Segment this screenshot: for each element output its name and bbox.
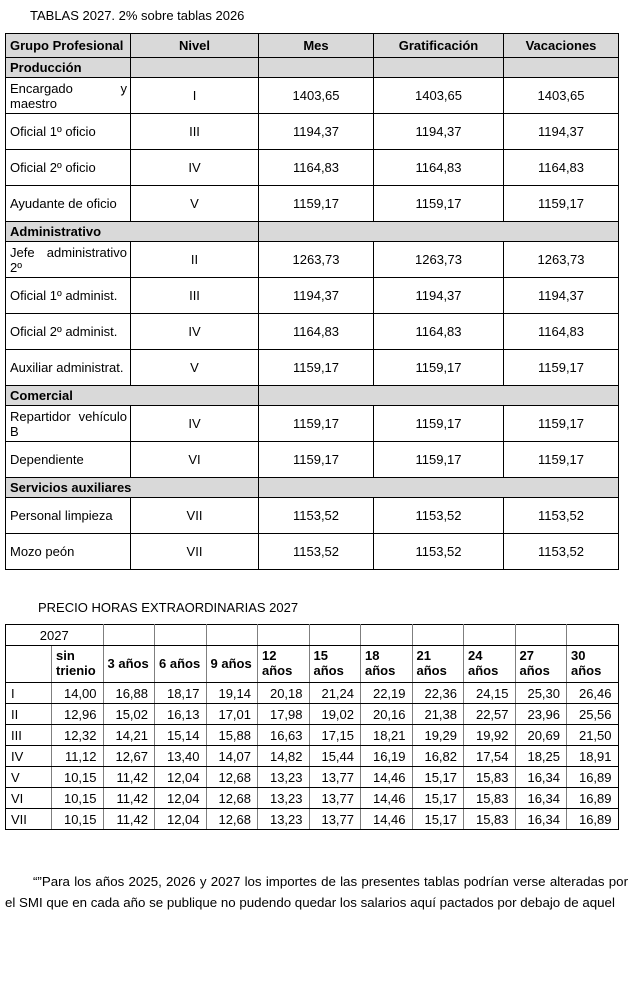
salary-gratificacion-cell: 1164,83 [374,314,504,350]
overtime-empty-cell [155,625,207,646]
overtime-value-cell: 15,44 [309,746,361,767]
salary-gratificacion-cell: 1153,52 [374,498,504,534]
salary-gratificacion-cell: 1164,83 [374,150,504,186]
section-header-cell: Producción [6,58,131,78]
overtime-value-cell: 13,23 [258,767,310,788]
section-row [6,386,619,406]
overtime-value-cell: 17,01 [206,704,258,725]
overtime-col-header: 3 años [103,646,155,683]
overtime-level-cell: II [6,704,52,725]
overtime-empty-cell [464,625,516,646]
section-empty-cell [131,58,259,78]
salary-mes-cell: 1159,17 [259,350,374,386]
salary-data-row [6,186,619,222]
salary-nivel-cell: IV [131,406,259,442]
overtime-value-cell: 13,40 [155,746,207,767]
overtime-empty-cell [412,625,464,646]
overtime-value-cell: 19,29 [412,725,464,746]
overtime-col-header: 21 años [412,646,464,683]
salary-group-cell: Oficial 1º administ. [6,278,131,314]
salary-col-header: Mes [259,34,374,58]
salary-table-header [6,34,619,58]
overtime-value-cell: 15,83 [464,767,516,788]
overtime-value-cell: 12,67 [103,746,155,767]
salary-gratificacion-cell: 1159,17 [374,186,504,222]
overtime-value-cell: 15,88 [206,725,258,746]
overtime-value-cell: 10,15 [52,809,104,830]
overtime-empty-cell [361,625,413,646]
salary-mes-cell: 1164,83 [259,150,374,186]
overtime-col-header: 27 años [515,646,567,683]
salary-vacaciones-cell: 1164,83 [504,150,619,186]
salary-gratificacion-cell: 1263,73 [374,242,504,278]
overtime-empty-cell [206,625,258,646]
overtime-value-cell: 12,96 [52,704,104,725]
overtime-value-cell: 25,56 [567,704,619,725]
overtime-data-row [6,809,619,830]
salary-mes-cell: 1159,17 [259,186,374,222]
overtime-col-header: 24 años [464,646,516,683]
salary-vacaciones-cell: 1159,17 [504,350,619,386]
salary-group-cell: Oficial 2º administ. [6,314,131,350]
salary-nivel-cell: VI [131,442,259,478]
salary-vacaciones-cell: 1263,73 [504,242,619,278]
salary-gratificacion-cell: 1159,17 [374,406,504,442]
overtime-value-cell: 18,91 [567,746,619,767]
overtime-title: PRECIO HORAS EXTRAORDINARIAS 2027 [38,600,299,615]
salary-group-cell: Ayudante de oficio [6,186,131,222]
overtime-data-row [6,704,619,725]
overtime-data-row [6,725,619,746]
overtime-year-cell: 2027 [6,625,104,646]
salary-data-row [6,442,619,478]
salary-col-header: Grupo Profesional [6,34,131,58]
section-row [6,478,619,498]
overtime-value-cell: 21,50 [567,725,619,746]
salary-gratificacion-cell: 1159,17 [374,442,504,478]
salary-vacaciones-cell: 1159,17 [504,186,619,222]
section-empty-cell [504,58,619,78]
overtime-value-cell: 21,24 [309,683,361,704]
salary-nivel-cell: I [131,78,259,114]
section-header-cell: Administrativo [6,222,259,242]
salary-data-row [6,534,619,570]
overtime-value-cell: 14,82 [258,746,310,767]
salary-mes-cell: 1194,37 [259,114,374,150]
salary-mes-cell: 1263,73 [259,242,374,278]
overtime-value-cell: 16,34 [515,788,567,809]
salary-data-row [6,114,619,150]
section-header-cell: Servicios auxiliares [6,478,259,498]
overtime-value-cell: 14,46 [361,809,413,830]
overtime-value-cell: 20,18 [258,683,310,704]
salary-vacaciones-cell: 1194,37 [504,278,619,314]
overtime-value-cell: 14,21 [103,725,155,746]
salary-data-row [6,350,619,386]
overtime-empty-cell [103,625,155,646]
section-empty-cell [259,58,374,78]
section-empty-cell [374,58,504,78]
overtime-value-cell: 13,77 [309,788,361,809]
overtime-value-cell: 16,89 [567,767,619,788]
salary-vacaciones-cell: 1403,65 [504,78,619,114]
overtime-value-cell: 16,19 [361,746,413,767]
salary-nivel-cell: V [131,186,259,222]
section-empty-cell [259,386,619,406]
salary-group-cell: Auxiliar administrat. [6,350,131,386]
overtime-value-cell: 11,12 [52,746,104,767]
salary-nivel-cell: II [131,242,259,278]
salary-mes-cell: 1164,83 [259,314,374,350]
overtime-value-cell: 15,83 [464,809,516,830]
overtime-value-cell: 22,36 [412,683,464,704]
overtime-value-cell: 16,63 [258,725,310,746]
salary-group-cell: Repartidor vehículo B [6,406,131,442]
salary-group-cell: Encargado y maestro [6,78,131,114]
overtime-data-row [6,788,619,809]
overtime-level-cell: III [6,725,52,746]
overtime-value-cell: 11,42 [103,809,155,830]
overtime-value-cell: 21,38 [412,704,464,725]
salary-vacaciones-cell: 1153,52 [504,534,619,570]
overtime-level-cell: VII [6,809,52,830]
overtime-value-cell: 22,19 [361,683,413,704]
overtime-col-header: 12 años [258,646,310,683]
overtime-value-cell: 19,02 [309,704,361,725]
overtime-value-cell: 12,68 [206,788,258,809]
overtime-value-cell: 13,23 [258,809,310,830]
overtime-value-cell: 22,57 [464,704,516,725]
overtime-value-cell: 16,34 [515,767,567,788]
salary-gratificacion-cell: 1194,37 [374,278,504,314]
section-header-cell: Comercial [6,386,259,406]
overtime-empty-cell [515,625,567,646]
overtime-corner-cell [6,646,52,683]
overtime-value-cell: 11,42 [103,788,155,809]
salary-table-body [6,58,619,570]
salary-vacaciones-cell: 1164,83 [504,314,619,350]
overtime-value-cell: 10,15 [52,767,104,788]
salary-data-row [6,498,619,534]
salary-group-cell: Dependiente [6,442,131,478]
salary-nivel-cell: V [131,350,259,386]
salary-data-row [6,278,619,314]
overtime-empty-cell [309,625,361,646]
overtime-value-cell: 26,46 [567,683,619,704]
salary-group-cell: Mozo peón [6,534,131,570]
salary-mes-cell: 1153,52 [259,534,374,570]
overtime-value-cell: 15,83 [464,788,516,809]
overtime-table [5,624,619,830]
salary-col-header: Vacaciones [504,34,619,58]
overtime-col-header: 15 años [309,646,361,683]
overtime-value-cell: 19,92 [464,725,516,746]
overtime-value-cell: 24,15 [464,683,516,704]
overtime-value-cell: 13,77 [309,809,361,830]
overtime-value-cell: 16,34 [515,809,567,830]
salary-nivel-cell: IV [131,150,259,186]
overtime-value-cell: 15,02 [103,704,155,725]
overtime-value-cell: 18,21 [361,725,413,746]
overtime-value-cell: 18,25 [515,746,567,767]
overtime-value-cell: 20,16 [361,704,413,725]
salary-vacaciones-cell: 1159,17 [504,406,619,442]
salary-vacaciones-cell: 1153,52 [504,498,619,534]
overtime-col-header: 18 años [361,646,413,683]
salary-group-cell: Personal limpieza [6,498,131,534]
salary-col-header: Nivel [131,34,259,58]
salary-nivel-cell: IV [131,314,259,350]
overtime-value-cell: 12,04 [155,809,207,830]
overtime-value-cell: 17,15 [309,725,361,746]
salary-mes-cell: 1159,17 [259,406,374,442]
overtime-col-header: sin trienio [52,646,104,683]
overtime-value-cell: 14,07 [206,746,258,767]
salary-group-cell: Oficial 2º oficio [6,150,131,186]
overtime-value-cell: 16,13 [155,704,207,725]
overtime-value-cell: 23,96 [515,704,567,725]
overtime-value-cell: 12,68 [206,767,258,788]
overtime-value-cell: 13,77 [309,767,361,788]
salary-mes-cell: 1194,37 [259,278,374,314]
overtime-value-cell: 18,17 [155,683,207,704]
overtime-data-row [6,683,619,704]
salary-mes-cell: 1153,52 [259,498,374,534]
overtime-col-header: 30 años [567,646,619,683]
salary-gratificacion-cell: 1403,65 [374,78,504,114]
section-empty-cell [259,222,619,242]
overtime-level-cell: VI [6,788,52,809]
salary-table [5,33,619,570]
overtime-value-cell: 12,32 [52,725,104,746]
overtime-value-cell: 15,17 [412,809,464,830]
tables-title: TABLAS 2027. 2% sobre tablas 2026 [30,8,245,23]
salary-gratificacion-cell: 1159,17 [374,350,504,386]
overtime-value-cell: 25,30 [515,683,567,704]
salary-gratificacion-cell: 1194,37 [374,114,504,150]
overtime-data-row [6,746,619,767]
overtime-col-header: 6 años [155,646,207,683]
salary-gratificacion-cell: 1153,52 [374,534,504,570]
section-row [6,222,619,242]
salary-col-header: Gratificación [374,34,504,58]
overtime-level-cell: I [6,683,52,704]
salary-mes-cell: 1159,17 [259,442,374,478]
salary-vacaciones-cell: 1194,37 [504,114,619,150]
overtime-data-row [6,767,619,788]
overtime-value-cell: 17,98 [258,704,310,725]
overtime-value-cell: 13,23 [258,788,310,809]
salary-header-row [6,34,619,58]
overtime-table-body [6,625,619,830]
overtime-header-row [6,646,619,683]
overtime-empty-cell [567,625,619,646]
overtime-value-cell: 15,17 [412,767,464,788]
overtime-empty-cell [258,625,310,646]
overtime-value-cell: 14,00 [52,683,104,704]
overtime-value-cell: 11,42 [103,767,155,788]
overtime-level-cell: V [6,767,52,788]
overtime-value-cell: 16,89 [567,809,619,830]
overtime-value-cell: 12,68 [206,809,258,830]
overtime-value-cell: 15,17 [412,788,464,809]
overtime-value-cell: 16,88 [103,683,155,704]
salary-data-row [6,314,619,350]
footnote: “”Para los años 2025, 2026 y 2027 los importes de las presentes tablas podrían verse alteradas por el SMI que en cada año se publique no pudendo quedar los salarios aquí pactados por debajo de aquel [5,874,628,910]
salary-nivel-cell: VII [131,534,259,570]
salary-data-row [6,78,619,114]
overtime-col-header: 9 años [206,646,258,683]
overtime-value-cell: 15,14 [155,725,207,746]
overtime-value-cell: 16,89 [567,788,619,809]
salary-data-row [6,242,619,278]
overtime-value-cell: 19,14 [206,683,258,704]
salary-data-row [6,406,619,442]
salary-data-row [6,150,619,186]
overtime-value-cell: 14,46 [361,788,413,809]
overtime-value-cell: 20,69 [515,725,567,746]
overtime-value-cell: 17,54 [464,746,516,767]
section-row [6,58,619,78]
overtime-value-cell: 10,15 [52,788,104,809]
salary-nivel-cell: III [131,278,259,314]
salary-mes-cell: 1403,65 [259,78,374,114]
overtime-value-cell: 12,04 [155,788,207,809]
overtime-level-cell: IV [6,746,52,767]
section-empty-cell [259,478,619,498]
overtime-value-cell: 12,04 [155,767,207,788]
overtime-value-cell: 14,46 [361,767,413,788]
salary-nivel-cell: III [131,114,259,150]
overtime-year-row [6,625,619,646]
salary-vacaciones-cell: 1159,17 [504,442,619,478]
overtime-value-cell: 16,82 [412,746,464,767]
salary-group-cell: Oficial 1º oficio [6,114,131,150]
salary-nivel-cell: VII [131,498,259,534]
salary-group-cell: Jefe administrativo 2º [6,242,131,278]
